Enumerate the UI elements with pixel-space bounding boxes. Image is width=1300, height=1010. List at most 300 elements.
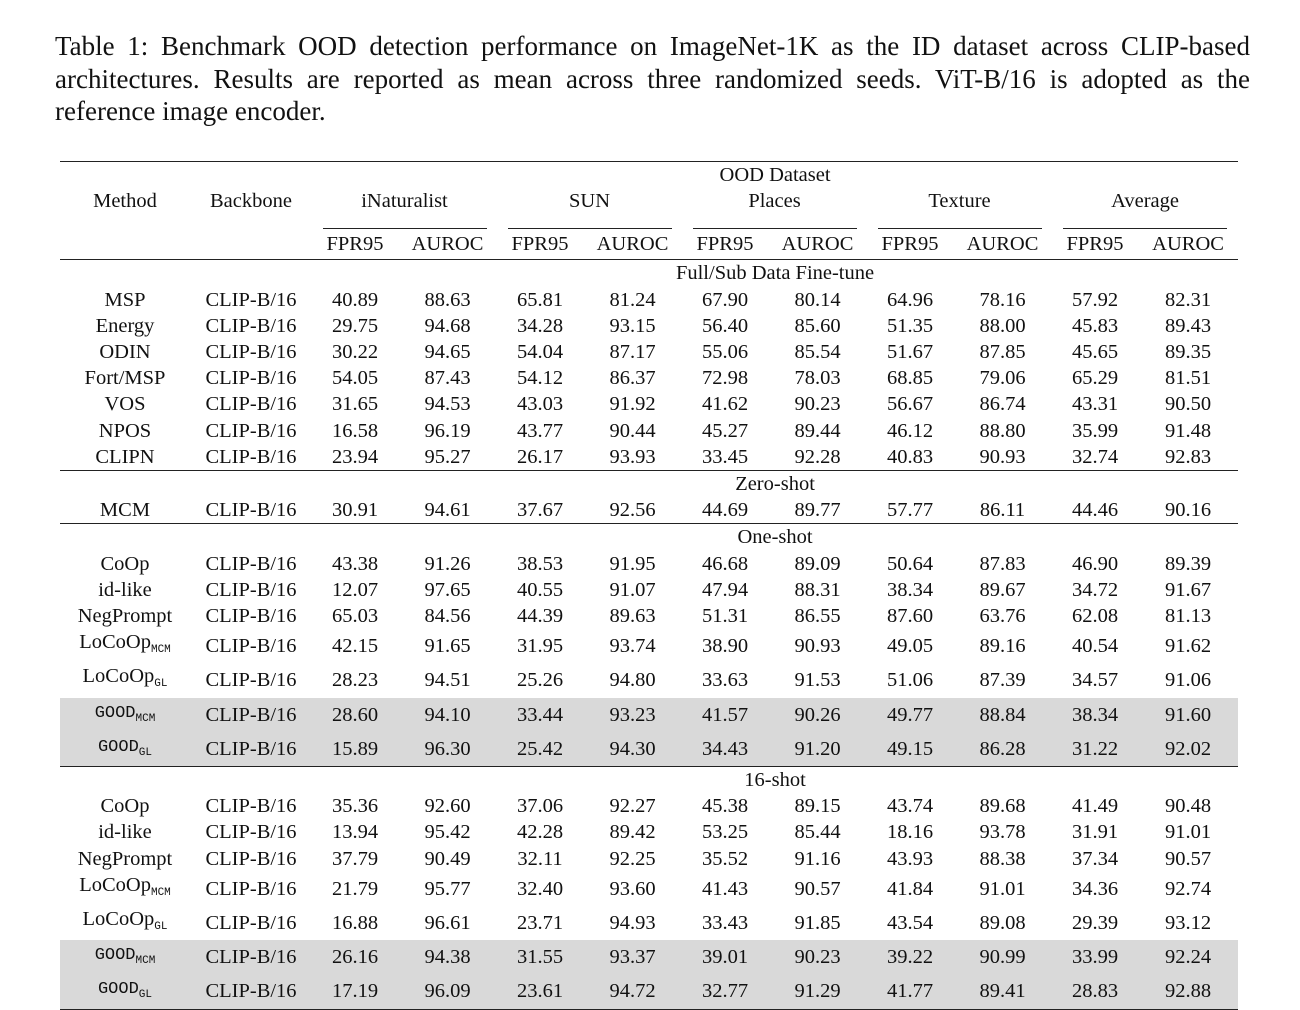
value-cell: 43.03 [516,393,564,416]
value-cell: 92.24 [1138,940,1238,974]
value-cell: 42.28 [516,821,564,844]
value-cell: 21.79 [331,877,379,900]
metric-header: FPR95 [881,233,939,256]
value-cell: 54.04 [516,341,564,364]
value-cell: 81.51 [1164,367,1212,390]
value-cell: 64.96 [886,288,934,311]
method-name: NPOS [98,419,152,442]
value-cell: 26.16 [312,940,398,974]
value-cell: 91.01 [1164,821,1212,844]
value-cell: 46.90 [1071,552,1119,575]
value-cell: 86.74 [979,393,1026,416]
value-cell: 28.83 [1052,974,1138,1009]
value-cell: 91.06 [1164,669,1212,692]
value-cell: 78.03 [794,367,841,390]
value-cell: 51.31 [701,605,749,628]
method-subscript: MCM [135,955,156,968]
value-cell: 46.12 [886,419,934,442]
method-cell [60,629,190,663]
value-cell: 32.74 [1071,445,1119,468]
value-cell: 88.38 [979,847,1026,870]
value-cell: 93.15 [609,314,656,337]
method-name: NegPrompt [77,847,173,870]
value-cell: 40.89 [331,288,379,311]
value-cell: 94.72 [583,974,682,1009]
value-cell: 81.24 [609,288,656,311]
value-cell: 29.75 [331,314,379,337]
value-cell: 79.06 [979,367,1026,390]
value-cell: 45.27 [701,419,749,442]
method-name: MSP [104,288,146,311]
backbone-cell: CLIP-B/16 [205,847,297,870]
backbone-cell: CLIP-B/16 [190,732,312,767]
value-cell: 88.80 [979,419,1026,442]
value-cell: 94.53 [424,393,471,416]
value-cell: 68.85 [886,367,934,390]
table-row [60,940,1238,974]
section-row [60,471,1238,498]
value-cell: 37.67 [516,499,564,522]
value-cell: 41.62 [701,393,749,416]
value-cell: 93.23 [583,698,682,732]
value-cell: 97.65 [424,578,471,601]
value-cell: 96.30 [398,732,497,767]
value-cell: 78.16 [979,288,1026,311]
value-cell: 25.42 [497,732,583,767]
value-cell: 90.99 [953,940,1052,974]
value-cell: 94.68 [424,314,471,337]
method-name: id-like [98,578,152,601]
value-cell: 93.60 [609,877,656,900]
value-cell: 30.91 [331,499,379,522]
backbone-cell: CLIP-B/16 [190,940,312,974]
value-cell: 92.88 [1138,974,1238,1009]
method-cell [60,663,190,697]
underline-rule [1063,214,1227,229]
value-cell: 46.68 [701,552,749,575]
backbone-cell: CLIP-B/16 [205,314,297,337]
method-name: GOOD [97,980,139,1000]
value-cell: 37.06 [516,795,564,818]
value-cell: 85.44 [794,821,841,844]
backbone-cell: CLIP-B/16 [205,288,297,311]
value-cell: 96.61 [424,912,471,935]
method-name: Energy [95,314,155,337]
method-cell [60,287,190,313]
value-cell: 91.01 [979,877,1026,900]
method-subscript: GL [154,678,168,691]
value-cell: 35.99 [1071,419,1119,442]
value-cell: 90.50 [1164,393,1212,416]
value-cell: 44.69 [701,499,749,522]
value-cell: 38.34 [1052,698,1138,732]
section-label: Full/Sub Data Fine-tune [312,260,1238,287]
value-cell: 34.36 [1071,877,1119,900]
method-cell [60,732,190,767]
metric-header: AUROC [1152,233,1224,256]
value-cell: 80.14 [794,288,841,311]
method-name: LoCoOp [82,665,155,688]
value-cell: 33.43 [701,912,749,935]
method-cell [60,846,190,872]
underline-rule [693,214,857,229]
method-cell [60,819,190,845]
value-cell: 47.94 [701,578,749,601]
value-cell: 31.95 [516,635,564,658]
value-cell: 38.53 [516,552,564,575]
metric-header: FPR95 [1066,233,1124,256]
header-underline-row [60,214,1238,229]
value-cell: 95.27 [424,445,471,468]
table-row [60,339,1238,365]
value-cell: 33.44 [497,698,583,732]
value-cell: 49.77 [867,698,953,732]
value-cell: 93.93 [609,445,656,468]
value-cell: 94.30 [583,732,682,767]
table-row [60,846,1238,872]
value-cell: 91.95 [609,552,656,575]
backbone-cell: CLIP-B/16 [205,341,297,364]
value-cell: 65.03 [331,605,379,628]
method-name: NegPrompt [77,605,173,628]
value-cell: 34.43 [682,732,768,767]
value-cell: 23.71 [516,912,564,935]
table-row [60,365,1238,391]
method-cell [60,974,190,1009]
value-cell: 41.77 [867,974,953,1009]
value-cell: 30.22 [331,341,379,364]
value-cell: 57.77 [886,499,934,522]
value-cell: 91.20 [768,732,867,767]
value-cell: 33.45 [701,445,749,468]
value-cell: 86.11 [979,499,1026,522]
value-cell: 86.37 [609,367,656,390]
header-row-ood [60,162,1238,189]
value-cell: 89.08 [979,912,1026,935]
value-cell: 40.55 [516,578,564,601]
table-row [60,577,1238,603]
value-cell: 93.37 [583,940,682,974]
value-cell: 87.85 [979,341,1026,364]
value-cell: 89.77 [794,499,841,522]
ood-dataset-header: OOD Dataset [312,162,1238,189]
value-cell: 95.77 [424,877,471,900]
value-cell: 51.06 [886,669,934,692]
header-row-datasets [60,188,1238,214]
value-cell: 90.57 [794,877,841,900]
metric-header: AUROC [596,233,669,256]
value-cell: 84.56 [424,605,471,628]
value-cell: 88.00 [979,314,1026,337]
value-cell: 72.98 [701,367,749,390]
backbone-cell: CLIP-B/16 [205,605,297,628]
value-cell: 49.15 [867,732,953,767]
value-cell: 41.49 [1071,795,1119,818]
value-cell: 88.31 [794,578,841,601]
value-cell: 44.39 [516,605,564,628]
value-cell: 81.13 [1164,605,1212,628]
value-cell: 38.90 [701,635,749,658]
value-cell: 51.67 [886,341,934,364]
value-cell: 39.22 [867,940,953,974]
value-cell: 43.38 [331,552,379,575]
value-cell: 56.67 [886,393,934,416]
method-name: LoCoOp [82,908,155,931]
method-name: CoOp [100,552,150,575]
backbone-cell: CLIP-B/16 [205,367,297,390]
value-cell: 35.52 [701,847,749,870]
value-cell: 34.57 [1071,669,1119,692]
value-cell: 34.28 [516,314,564,337]
table-row [60,603,1238,629]
backbone-cell: CLIP-B/16 [205,393,297,416]
value-cell: 92.74 [1164,877,1212,900]
metric-header: AUROC [966,233,1039,256]
method-cell [60,339,190,365]
value-cell: 82.31 [1164,288,1212,311]
method-name: ODIN [99,341,151,364]
method-cell [60,698,190,732]
method-cell [60,793,190,819]
backbone-cell: CLIP-B/16 [205,445,297,468]
value-cell: 37.79 [331,847,379,870]
value-cell: 65.81 [516,288,564,311]
method-cell [60,906,190,940]
method-name: MCM [99,499,151,522]
table-row [60,974,1238,1009]
value-cell: 91.65 [424,635,471,658]
method-cell [60,313,190,339]
backbone-header: Backbone [210,190,292,213]
backbone-cell: CLIP-B/16 [205,499,297,522]
value-cell: 91.53 [794,669,841,692]
value-cell: 67.90 [701,288,749,311]
value-cell: 43.77 [516,419,564,442]
table-row [60,444,1238,471]
value-cell: 54.12 [516,367,564,390]
value-cell: 92.56 [609,499,656,522]
method-name: LoCoOp [79,873,151,896]
section-row [60,524,1238,551]
table-row [60,551,1238,577]
value-cell: 29.39 [1071,912,1119,935]
value-cell: 88.63 [424,288,471,311]
value-cell: 90.26 [768,698,867,732]
method-subscript: GL [138,746,152,759]
value-cell: 34.72 [1071,578,1119,601]
underline-rule [323,214,487,229]
value-cell: 41.57 [682,698,768,732]
value-cell: 90.48 [1164,795,1212,818]
value-cell: 94.61 [424,499,471,522]
metric-header: AUROC [411,233,484,256]
value-cell: 38.34 [886,578,934,601]
value-cell: 25.26 [516,669,564,692]
value-cell: 63.76 [979,605,1026,628]
method-cell [60,940,190,974]
method-cell [60,444,190,471]
method-subscript: MCM [150,644,171,657]
value-cell: 41.84 [886,877,934,900]
value-cell: 57.92 [1071,288,1119,311]
value-cell: 94.80 [609,669,656,692]
value-cell: 55.06 [701,341,749,364]
value-cell: 43.93 [886,847,934,870]
method-name: GOOD [97,737,139,757]
value-cell: 18.16 [886,821,934,844]
method-cell [60,418,190,444]
value-cell: 91.67 [1164,578,1212,601]
value-cell: 90.16 [1164,499,1212,522]
dataset-header-average: Average [1111,190,1179,213]
value-cell: 49.05 [886,635,934,658]
underline-rule [878,214,1042,229]
value-cell: 92.83 [1164,445,1212,468]
value-cell: 89.42 [609,821,656,844]
section-label: Zero-shot [312,471,1238,498]
value-cell: 17.19 [312,974,398,1009]
value-cell: 90.44 [609,419,656,442]
value-cell: 43.31 [1071,393,1119,416]
value-cell: 40.83 [886,445,934,468]
table-row [60,629,1238,663]
method-cell [60,872,190,906]
value-cell: 91.48 [1164,419,1212,442]
value-cell: 86.55 [794,605,841,628]
value-cell: 94.51 [424,669,471,692]
method-cell [60,391,190,417]
value-cell: 32.40 [516,877,564,900]
method-name: GOOD [94,946,136,966]
value-cell: 87.43 [424,367,471,390]
value-cell: 94.10 [398,698,497,732]
value-cell: 44.46 [1071,499,1119,522]
value-cell: 95.42 [424,821,471,844]
dataset-header-places: Places [748,190,801,213]
dataset-header-inaturalist: iNaturalist [361,190,448,213]
method-name: CoOp [100,795,150,818]
value-cell: 96.19 [424,419,471,442]
dataset-header-sun: SUN [568,190,610,213]
value-cell: 53.25 [701,821,749,844]
value-cell: 31.65 [331,393,379,416]
value-cell: 54.05 [331,367,379,390]
value-cell: 89.39 [1164,552,1212,575]
value-cell: 23.94 [331,445,379,468]
table-row [60,872,1238,906]
metric-header: FPR95 [511,233,569,256]
value-cell: 23.61 [497,974,583,1009]
backbone-cell: CLIP-B/16 [205,669,297,692]
value-cell: 50.64 [886,552,934,575]
table-row [60,819,1238,845]
table-header [60,162,1238,260]
value-cell: 28.60 [312,698,398,732]
value-cell: 90.93 [979,445,1026,468]
value-cell: 92.28 [794,445,841,468]
value-cell: 51.35 [886,314,934,337]
value-cell: 31.55 [497,940,583,974]
value-cell: 42.15 [331,635,379,658]
value-cell: 87.83 [979,552,1026,575]
underline-rule [508,214,672,229]
value-cell: 89.41 [953,974,1052,1009]
table-body [60,260,1238,1009]
method-cell [60,577,190,603]
value-cell: 89.67 [979,578,1026,601]
value-cell: 89.16 [979,635,1026,658]
table-row [60,287,1238,313]
backbone-cell: CLIP-B/16 [190,974,312,1009]
method-cell [60,365,190,391]
value-cell: 89.35 [1164,341,1212,364]
value-cell: 85.60 [794,314,841,337]
section-row [60,767,1238,794]
value-cell: 12.07 [331,578,379,601]
value-cell: 91.29 [768,974,867,1009]
value-cell: 87.17 [609,341,656,364]
metric-header: FPR95 [326,233,384,256]
value-cell: 89.43 [1164,314,1212,337]
method-cell [60,497,190,524]
value-cell: 91.16 [794,847,841,870]
value-cell: 96.09 [398,974,497,1009]
method-subscript: GL [138,989,152,1002]
value-cell: 93.78 [979,821,1026,844]
value-cell: 26.17 [516,445,564,468]
method-name: GOOD [94,703,136,723]
value-cell: 16.58 [331,419,379,442]
value-cell: 43.74 [886,795,934,818]
value-cell: 35.36 [331,795,379,818]
value-cell: 45.83 [1071,314,1119,337]
method-header: Method [93,190,157,213]
table-row [60,906,1238,940]
metric-header: FPR95 [696,233,754,256]
table-row [60,313,1238,339]
method-name: id-like [98,821,152,844]
value-cell: 32.11 [517,847,563,870]
backbone-cell: CLIP-B/16 [205,795,297,818]
header-row-metrics [60,229,1238,260]
backbone-cell: CLIP-B/16 [205,635,297,658]
section-label: One-shot [312,524,1238,551]
backbone-cell: CLIP-B/16 [205,877,297,900]
value-cell: 94.93 [609,912,656,935]
table-row [60,418,1238,444]
value-cell: 13.94 [331,821,379,844]
value-cell: 92.25 [609,847,656,870]
metric-header: AUROC [781,233,854,256]
backbone-cell: CLIP-B/16 [205,552,297,575]
value-cell: 87.60 [886,605,934,628]
value-cell: 89.44 [794,419,841,442]
value-cell: 43.54 [886,912,934,935]
method-name: LoCoOp [79,631,151,654]
method-subscript: GL [154,921,168,934]
method-subscript: MCM [135,712,156,725]
value-cell: 91.62 [1164,635,1212,658]
dataset-header-texture: Texture [928,190,991,213]
backbone-cell: CLIP-B/16 [205,419,297,442]
section-label: 16-shot [312,767,1238,794]
table-row [60,497,1238,524]
value-cell: 91.26 [424,552,471,575]
value-cell: 91.60 [1138,698,1238,732]
value-cell: 39.01 [682,940,768,974]
value-cell: 31.91 [1071,821,1119,844]
value-cell: 28.23 [331,669,379,692]
